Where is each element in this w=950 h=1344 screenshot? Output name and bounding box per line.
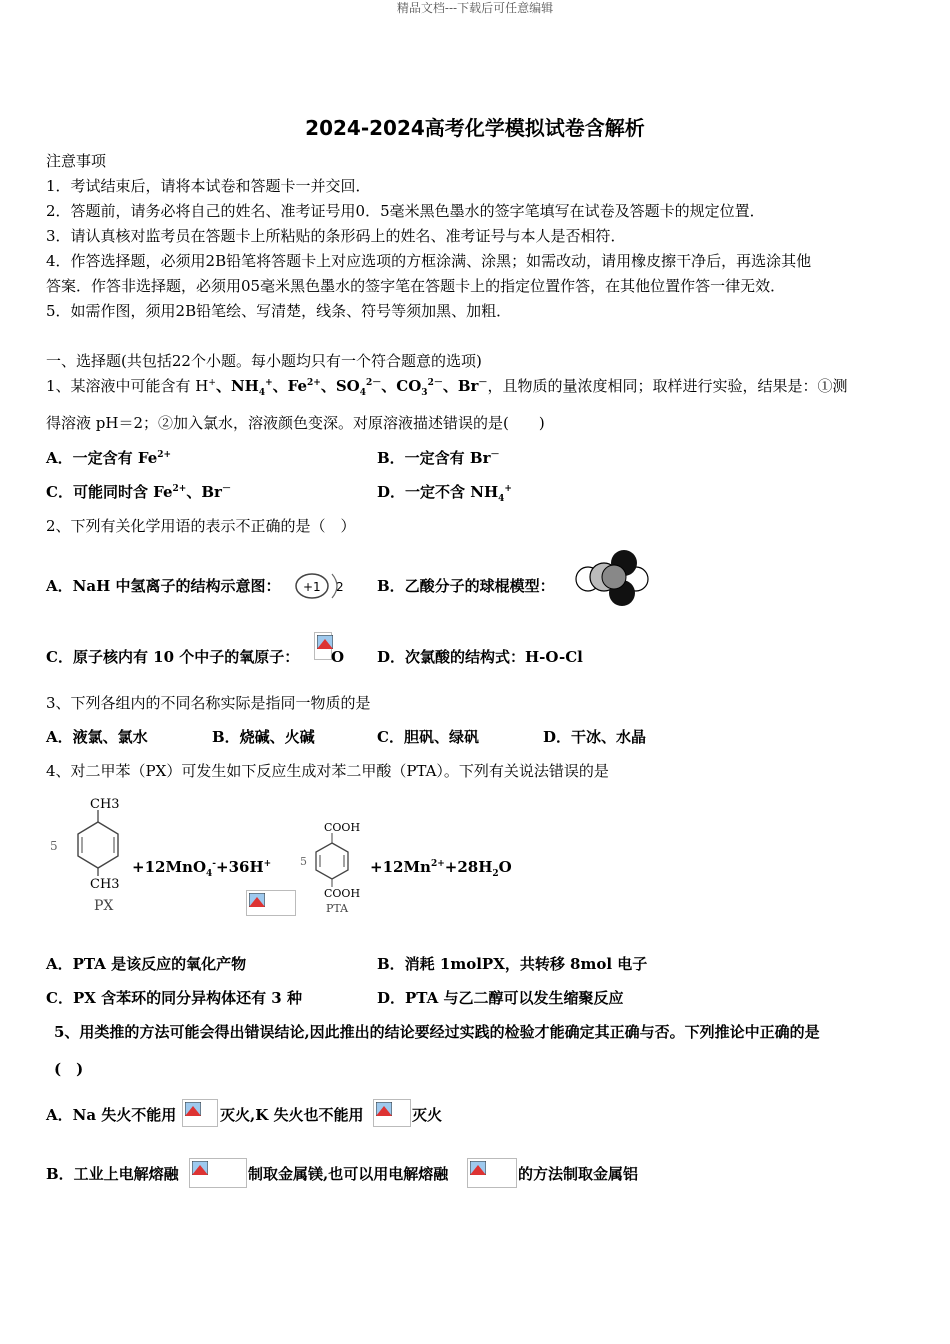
broken-image-icon bbox=[373, 1099, 411, 1127]
q1-stem-a: 1、某溶液中可能含有 H bbox=[46, 377, 209, 395]
broken-image-icon bbox=[314, 632, 332, 660]
q3-option-c: C．胆矾、绿矾 bbox=[377, 728, 479, 746]
q5-option-b-1: B．工业上电解熔融 bbox=[46, 1165, 179, 1183]
q4-option-a: A．PTA 是该反应的氧化产物 bbox=[46, 955, 247, 973]
notice-item-4: 4．作答选择题，必须用2B铅笔将答题卡上对应选项的方框涂满、涂黑；如需改动，请用橡皮擦干净后，再选涂其他 bbox=[46, 252, 812, 270]
q5-option-a-1: A．Na 失火不能用 bbox=[46, 1106, 177, 1124]
q5-option-a-3: 灭火 bbox=[412, 1106, 443, 1124]
acetic-acid-ball-model bbox=[570, 545, 650, 611]
notice-item-3: 3．请认真核对监考员在答题卡上所粘贴的条形码上的姓名、准考证号与本人是否相符． bbox=[46, 227, 626, 245]
q2-stem: 2、下列有关化学用语的表示不正确的是（ ） bbox=[46, 517, 356, 535]
pta-ring-label: 5 bbox=[300, 855, 307, 868]
pta-label: PTA bbox=[326, 902, 349, 915]
broken-image-icon bbox=[189, 1158, 247, 1188]
q3-option-d: D．干冰、水晶 bbox=[543, 728, 647, 746]
pta-bottom-cooh: COOH bbox=[324, 887, 361, 900]
pta-structure bbox=[296, 815, 368, 919]
q4-option-b: B．消耗 1molPX，共转移 8mol 电子 bbox=[377, 955, 648, 973]
q5-stem: 5、用类推的方法可能会得出错误结论,因此推出的结论要经过实践的检验才能确定其正确与否。下列推论中正确的是 bbox=[54, 1023, 820, 1041]
q5-paren: ( ) bbox=[54, 1060, 84, 1078]
px-structure bbox=[46, 790, 136, 920]
q1-stem-c: 得溶液 pH＝2；②加入氯水，溶液颜色变深。对原溶液描述错误的是( ) bbox=[46, 414, 545, 432]
notice-item-5: 5．如需作图，须用2B铅笔绘、写清楚，线条、符号等须加黑、加粗． bbox=[46, 302, 512, 320]
q1-option-b: B．一定含有 Br－ bbox=[377, 449, 500, 467]
q2-option-a: A．NaH 中氢离子的结构示意图： bbox=[46, 577, 281, 595]
q1-option-c: C．可能同时含 $Fe^{2+}$、Br－ bbox=[46, 483, 231, 501]
q1-stem-b: ，且物质的量浓度相同；取样进行实验，结果是：①测 bbox=[487, 377, 848, 395]
px-label: PX bbox=[94, 898, 114, 914]
q4-option-d: D．PTA 与乙二醇可以发生缩聚反应 bbox=[377, 989, 624, 1007]
q3-option-a: A．液氯、氯水 bbox=[46, 728, 148, 746]
notice-heading: 注意事项 bbox=[46, 152, 107, 170]
q5-option-a-2: 灭火,K 失火也不能用 bbox=[220, 1106, 364, 1124]
q2-option-c: C．原子核内有 10 个中子的氧原子： bbox=[46, 648, 300, 666]
hydride-ion-diagram bbox=[292, 568, 352, 604]
px-bottom-ch3: CH3 bbox=[90, 877, 120, 892]
q4-stem: 4、对二甲苯（PX）可发生如下反应生成对苯二甲酸（PTA）。下列有关说法错误的是 bbox=[46, 762, 609, 780]
notice-item-4-cont: 答案．作答非选择题，必须用05毫米黑色墨水的签字笔在答题卡上的指定位置作答，在其他位置作答一律无效． bbox=[46, 277, 786, 295]
q3-option-b: B．烧碱、火碱 bbox=[212, 728, 315, 746]
q4-products: $+12Mn^{2+}+28H_2O$ bbox=[370, 858, 512, 879]
shell-electrons: 2 bbox=[336, 580, 344, 594]
q5-option-b-2: 制取金属镁,也可以用电解熔融 bbox=[248, 1165, 449, 1183]
notice-item-2: 2．答题前，请务必将自己的姓名、准考证号用0．5毫米黑色墨水的签字笔填写在试卷及答题卡的规定位置． bbox=[46, 202, 765, 220]
broken-image-icon bbox=[467, 1158, 517, 1188]
q2-option-b: B．乙酸分子的球棍模型： bbox=[377, 577, 555, 595]
q2-option-d: D．次氯酸的结构式：H-O-Cl bbox=[377, 648, 583, 666]
px-ring-label: 5 bbox=[50, 839, 58, 853]
q5-option-b-3: 的方法制取金属铝 bbox=[518, 1165, 639, 1183]
q1-stem: 1、某溶液中可能含有 H+、$NH_4^+$、$Fe^{2+}$、$SO_4^{2-}$、$CO_3^{2-}$、Br－，且物质的量浓度相同；取样进行实验，结果是：①测 bbox=[46, 377, 848, 398]
notice-item-1: 1．考试结束后，请将本试卷和答题卡一并交回． bbox=[46, 177, 371, 195]
q4-reagents: +12MnO$_4$-+36H+ bbox=[132, 858, 272, 879]
page-header: 精品文档---下载后可任意编辑 bbox=[396, 1, 554, 15]
q3-stem: 3、下列各组内的不同名称实际是指同一物质的是 bbox=[46, 694, 371, 712]
q4-option-c: C．PX 含苯环的同分异构体还有 3 种 bbox=[46, 989, 302, 1007]
broken-image-icon bbox=[246, 890, 296, 916]
broken-image-icon bbox=[182, 1099, 218, 1127]
nucleus-charge: +1 bbox=[303, 580, 321, 594]
page-title: 2024-2024高考化学模拟试卷含解析 bbox=[305, 116, 645, 140]
q2-option-c-symbol: O bbox=[331, 648, 345, 666]
pta-top-cooh: COOH bbox=[324, 821, 361, 834]
section-heading: 一、选择题(共包括22个小题。每小题均只有一个符合题意的选项) bbox=[46, 352, 482, 370]
q1-option-d: D．一定不含 $NH_4^+$ bbox=[377, 483, 512, 504]
px-top-ch3: CH3 bbox=[90, 797, 120, 812]
q1-option-a: A．一定含有 $Fe^{2+}$ bbox=[46, 449, 172, 467]
